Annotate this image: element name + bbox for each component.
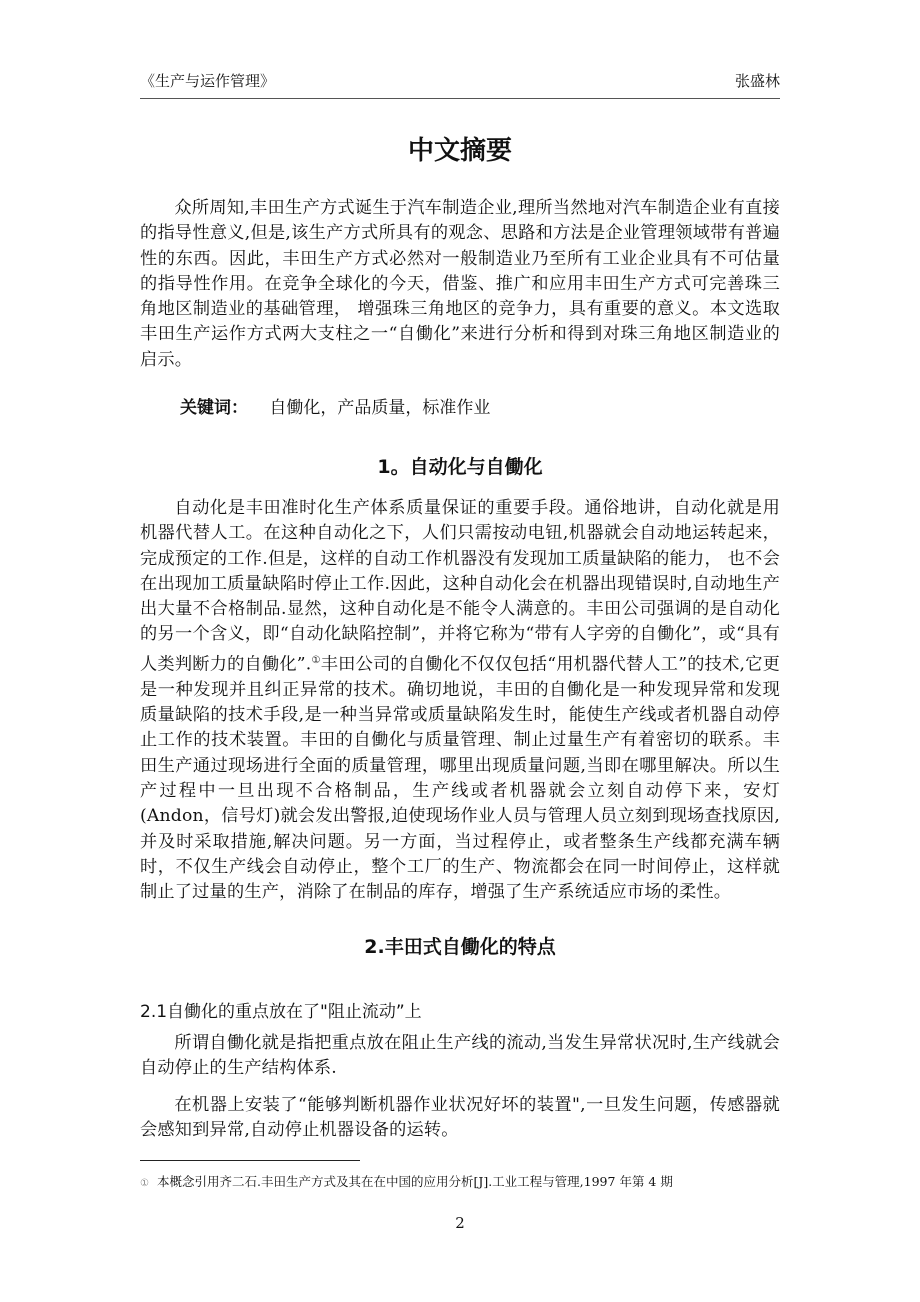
keywords-line [180, 393, 490, 418]
section2-paragraph-1: 所谓自働化就是指把重点放在阻止生产线的流动,当发生异常状况时,生产线就会自动停止的生产结构体系. [140, 1033, 780, 1079]
section2-paragraph-2: 在机器上安装了“能够判断机器作业状况好坏的装置",一旦发生问题，传感器就会感知到异常,自动停止机器设备的运转。 [140, 1095, 780, 1141]
section1-heading: 1。自动化与自働化 [377, 456, 543, 478]
section2-heading: 2.丰田式自働化的特点 [364, 936, 556, 958]
subsection-2-1-heading: 2.1自働化的重点放在了"阻止流动”上 [140, 1002, 422, 1022]
keywords-value: 自働化，产品质量，标准作业 [269, 398, 491, 418]
abstract-title: 中文摘要 [407, 136, 512, 166]
footnote-reference[interactable]: ① [311, 654, 321, 666]
header-course-title: 《生产与运作管理》 [140, 72, 276, 90]
keywords-label: 关键词： [180, 398, 248, 418]
footnote [140, 1172, 673, 1190]
header-author: 张盛林 [734, 72, 780, 90]
footnote-mark: ① [140, 1178, 149, 1189]
section1-text-a: 自动化是丰田准时化生产体系质量保证的重要手段。通俗地讲，自动化就是用机器代替人工。在这种自动化之下，人们只需按动电钮,机器就会自动地运转起来，完成预定的工作.但是，这样的自动工作机器没有发现加工质量缺陷的能力， 也不会在出现加工质量缺陷时停止工作.因此，这种自动化会在机器出现错误时,自动地生产出大量不合格制品.显然，这种自动化是不能令人满意的。丰田公司强调的是自动化的另一个含义，即“自动化缺陷控制”，并将它称为“带有人字旁的自働化”，或“具有人类判断力的自働化”. [140, 498, 780, 675]
abstract-paragraph: 众所周知,丰田生产方式诞生于汽车制造企业,理所当然地对汽车制造企业有直接的指导性意义,但是,该生产方式所具有的观念、思路和方法是企业管理领域带有普遍性的东西。因此，丰田生产方式必然对一般制造业乃至所有工业企业具有不可估量的指导性作用。在竞争全球化的今天，借鉴、推广和应用丰田生产方式可完善珠三角地区制造业的基础管理， 增强珠三角地区的竞争力，具有重要的意义。本文选取丰田生产运作方式两大支柱之一“自働化”来进行分析和得到对珠三角地区制造业的启示。 [140, 198, 780, 370]
section1-text-b: 丰田公司的自働化不仅仅包括“用机器代替人工”的技术,它更是一种发现并且纠正异常的技术。确切地说，丰田的自働化是一种发现异常和发现质量缺陷的技术手段,是一种当异常或质量缺陷发生时，能使生产线或者机器自动停止工作的技术装置。丰田的自働化与质量管理、制止过量生产有着密切的联系。丰田生产通过现场进行全面的质量管理，哪里出现质量问题,当即在哪里解决。所以生产过程中一旦出现不合格制品，生产线或者机器就会立刻自动停下来，安灯(Andon，信号灯)就会发出警报,迫使现场作业人员与管理人员立刻到现场查找原因,并及时采取措施,解决问题。另一方面，当过程停止，或者整条生产线都充满车辆时，不仅生产线会自动停止，整个工厂的生产、物流都会在同一时间停止，这样就制止了过量的生产，消除了在制品的库存，增强了生产系统适应市场的柔性。 [140, 654, 781, 903]
section1-paragraph [140, 496, 780, 905]
footnote-divider [140, 1160, 360, 1161]
page-number: 2 [455, 1214, 465, 1232]
running-header [140, 70, 780, 99]
footnote-text: 本概念引用齐二石.丰田生产方式及其在在中国的应用分析[J].工业工程与管理,1997 年第 4 期 [156, 1174, 673, 1189]
